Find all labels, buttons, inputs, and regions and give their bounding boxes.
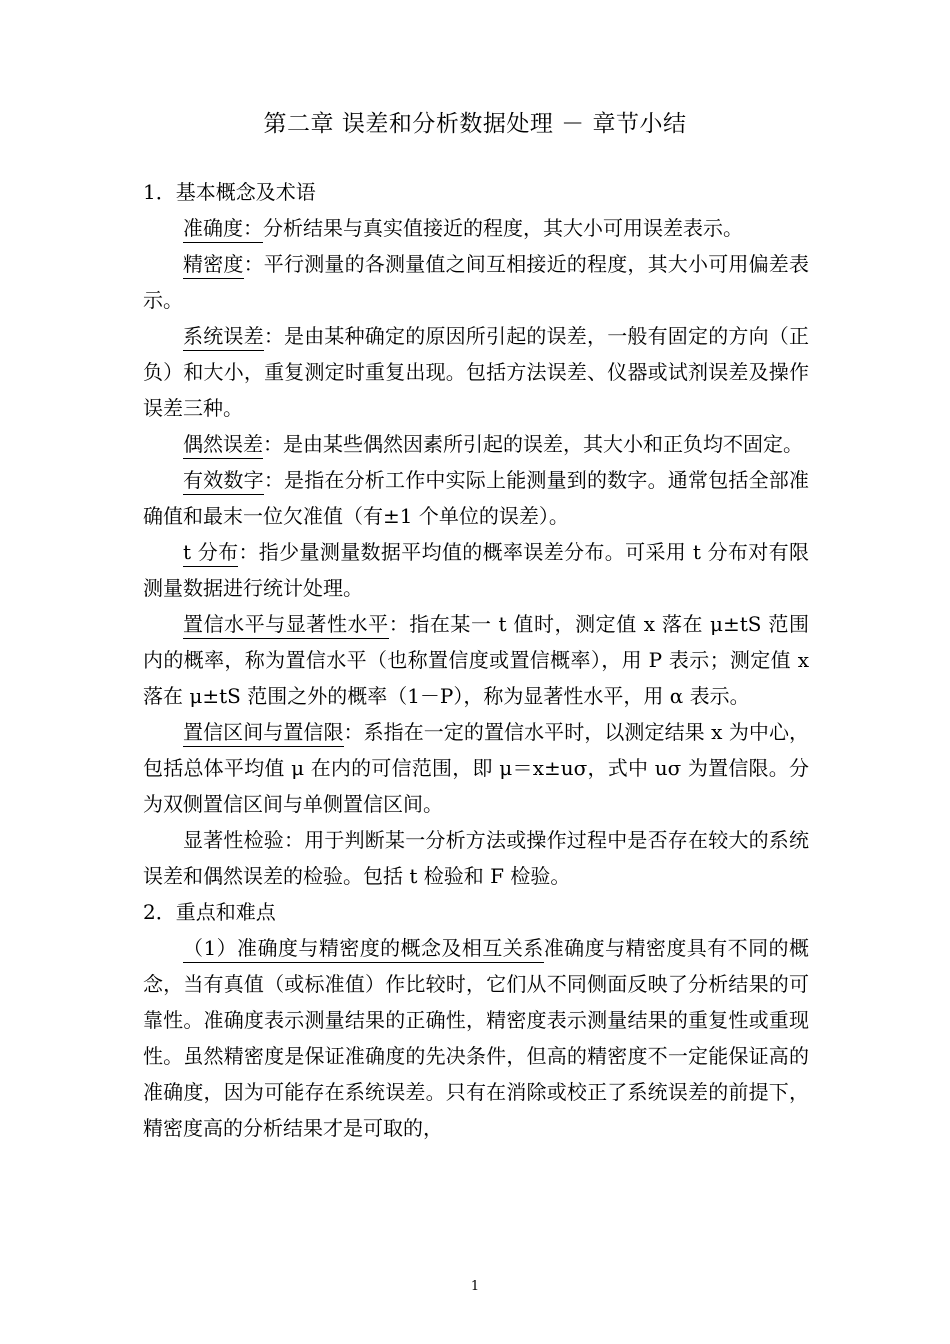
paragraph-text: ：指在某一 t 值时，测定值 x 落在 μ±tS 范围内的概率，称为置信水平（也称置信度或置信概率），用 P 表示；测定值 x 落在 μ±tS 范围之外的概率（1－P），称为显著性水平，用 α 表示。 <box>143 612 809 708</box>
term-systematic-error: 系统误差 <box>183 324 264 351</box>
paragraph-significance-test <box>143 822 809 894</box>
document-body <box>143 174 809 1146</box>
term-significant-figures: 有效数字 <box>183 468 264 495</box>
page-title: 第二章 误差和分析数据处理 － 章节小结 <box>263 111 687 137</box>
paragraph-text: ：系指在一定的置信水平时，以测定结果 x 为中心，包括总体平均值 μ 在内的可信范围，即 μ＝x±uσ，式中 uσ 为置信限。分为双侧置信区间与单侧置信区间。 <box>143 720 810 816</box>
paragraph-text: 分析结果与真实值接近的程度，其大小可用误差表示。 <box>263 216 743 240</box>
term-accuracy-precision-relation: （1）准确度与精密度的概念及相互关系 <box>183 936 544 963</box>
paragraph-text: 显著性检验：用于判断某一分析方法或操作过程中是否存在较大的系统误差和偶然误差的检验。包括 t 检验和 F 检验。 <box>143 828 809 888</box>
paragraph-accuracy-precision-relation <box>143 930 809 1146</box>
term-confidence-level: 置信水平与显著性水平 <box>183 612 389 639</box>
paragraph-text: ：是由某些偶然因素所引起的误差，其大小和正负均不固定。 <box>263 432 803 456</box>
paragraph-random-error <box>143 426 809 462</box>
term-confidence-interval: 置信区间与置信限 <box>183 720 344 747</box>
paragraph-confidence-interval <box>143 714 809 822</box>
section-heading: 2．重点和难点 <box>143 900 276 924</box>
page-number: 1 <box>470 1279 480 1294</box>
term-precision: 精密度 <box>183 252 244 279</box>
paragraph-precision <box>143 246 809 318</box>
section-heading: 1．基本概念及术语 <box>143 180 316 204</box>
paragraph-confidence-level <box>143 606 809 714</box>
term-t-distribution: t 分布 <box>183 540 238 567</box>
paragraph-t-distribution <box>143 534 809 606</box>
paragraph-text: 准确度与精密度具有不同的概念，当有真值（或标准值）作比较时，它们从不同侧面反映了分析结果的可靠性。准确度表示测量结果的正确性，精密度表示测量结果的重复性或重现性。虽然精密度是保证准确度的先决条件，但高的精密度不一定能保证高的准确度，因为可能存在系统误差。只有在消除或校正了系统误差的前提下，精密度高的分析结果才是可取的， <box>143 936 809 1140</box>
paragraph-text: ：指少量测量数据平均值的概率误差分布。可采用 t 分布对有限测量数据进行统计处理。 <box>143 540 809 600</box>
paragraph-accuracy <box>143 210 809 246</box>
paragraph-systematic-error <box>143 318 809 426</box>
paragraph-text: ：平行测量的各测量值之间互相接近的程度，其大小可用偏差表示。 <box>143 252 810 312</box>
paragraph-text: ：是由某种确定的原因所引起的误差，一般有固定的方向（正负）和大小，重复测定时重复出现。包括方法误差、仪器或试剂误差及操作误差三种。 <box>143 324 810 420</box>
paragraph-text: ：是指在分析工作中实际上能测量到的数字。通常包括全部准确值和最末一位欠准值（有±1 个单位的误差）。 <box>143 468 810 528</box>
term-random-error: 偶然误差 <box>183 432 263 459</box>
term-accuracy: 准确度： <box>183 216 263 243</box>
paragraph-significant-figures <box>143 462 809 534</box>
